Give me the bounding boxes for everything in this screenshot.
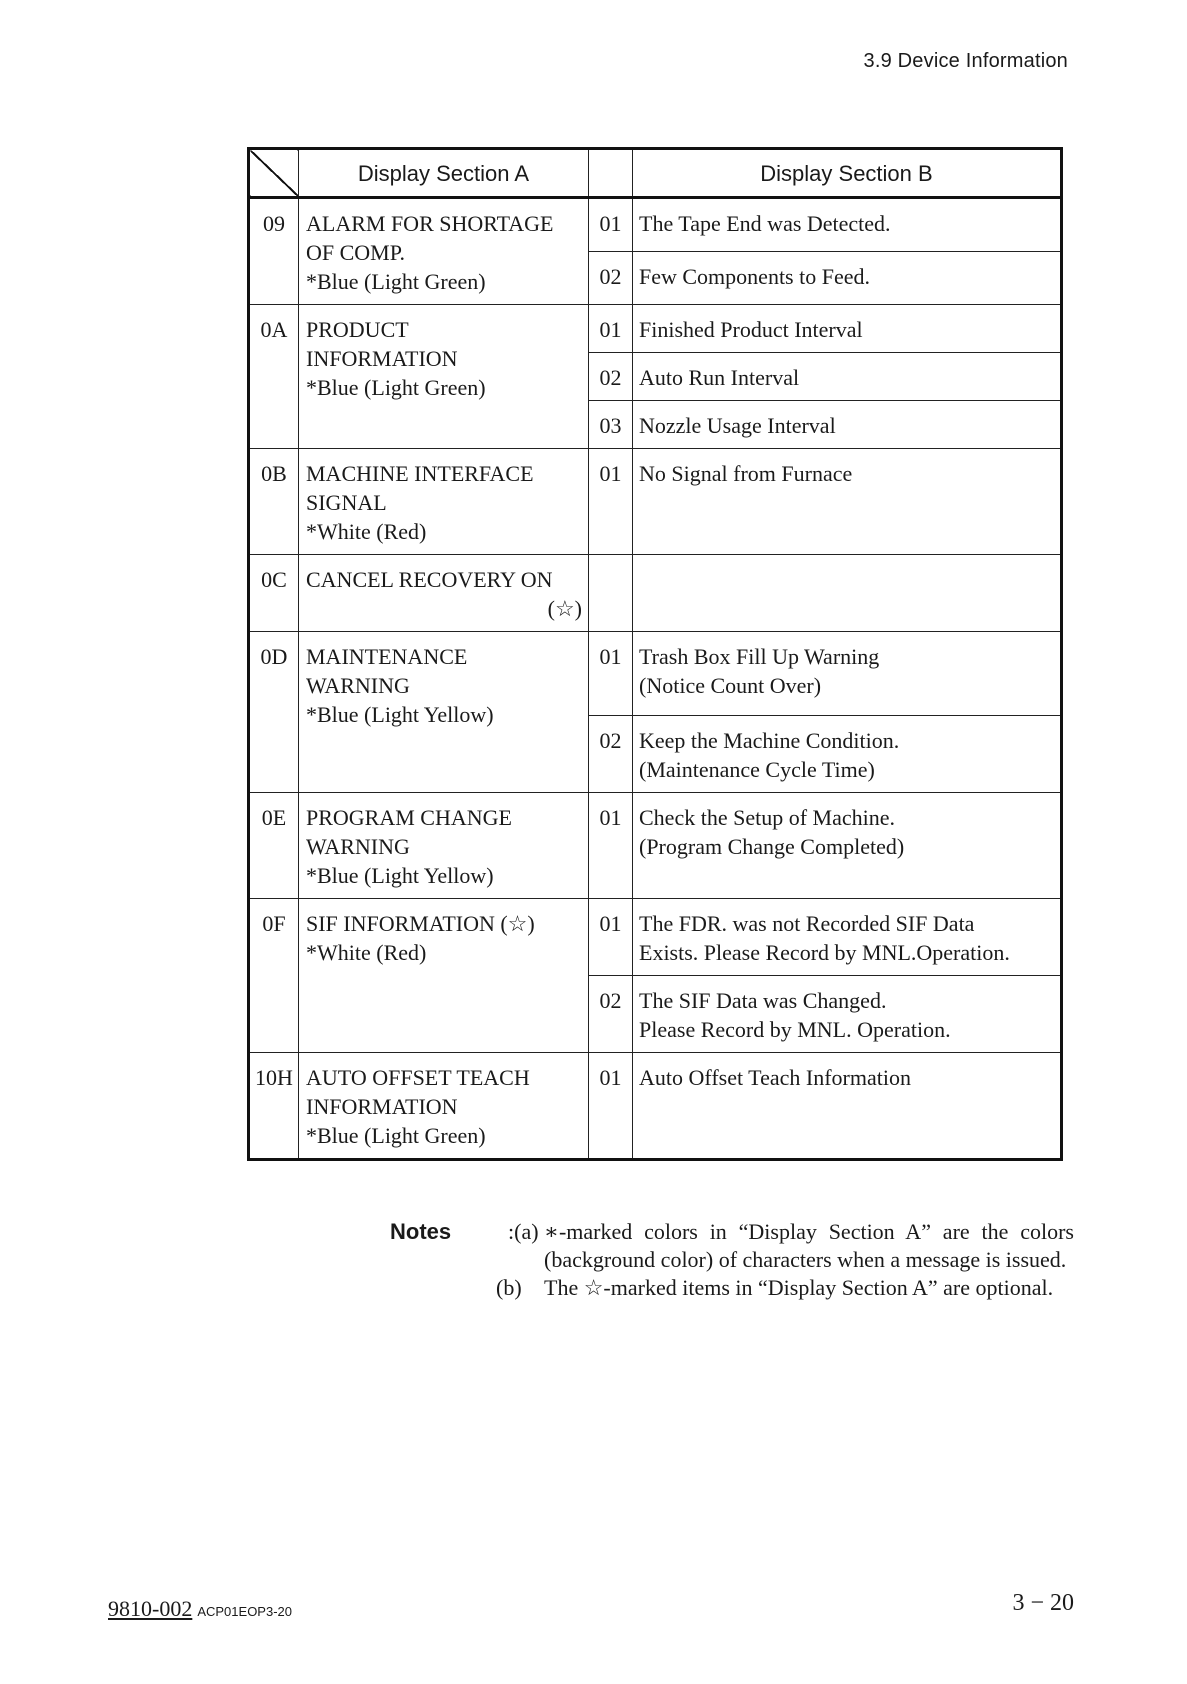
table-row — [249, 555, 1062, 632]
description-line: *White (Red) — [306, 940, 427, 965]
row-description — [299, 198, 589, 305]
col-sub-header — [589, 149, 633, 198]
table-row — [249, 1053, 1062, 1160]
message-number: 01 — [589, 632, 633, 716]
notes-label-wrap — [390, 1218, 508, 1274]
col-b-header: Display Section B — [633, 149, 1062, 198]
description-line: *White (Red) — [306, 519, 427, 544]
message-text — [633, 632, 1062, 716]
notes-block — [390, 1218, 1074, 1302]
row-description — [299, 555, 589, 632]
description-line: *Blue (Light Green) — [306, 269, 486, 294]
message-text — [633, 899, 1062, 976]
row-description — [299, 449, 589, 555]
message-line: Nozzle Usage Interval — [639, 413, 836, 438]
message-number: 02 — [589, 716, 633, 793]
message-line: Auto Run Interval — [639, 365, 800, 390]
row-code: 0A — [249, 305, 299, 449]
note-a — [390, 1218, 1074, 1274]
description-line: *Blue (Light Green) — [306, 1123, 486, 1148]
row-description — [299, 632, 589, 793]
description-line: WARNING — [306, 834, 410, 859]
description-line: PRODUCT — [306, 317, 409, 342]
description-line: CANCEL RECOVERY ON — [306, 567, 553, 592]
message-text — [633, 353, 1062, 401]
table-row — [249, 632, 1062, 716]
message-text — [633, 449, 1062, 555]
row-description — [299, 1053, 589, 1160]
message-number: 01 — [589, 198, 633, 252]
message-text — [633, 401, 1062, 449]
description-line: MACHINE INTERFACE — [306, 461, 534, 486]
description-line: INFORMATION — [306, 346, 458, 371]
table-row — [249, 198, 1062, 252]
message-number: 01 — [589, 793, 633, 899]
message-line: The SIF Data was Changed. — [639, 988, 887, 1013]
message-number: 01 — [589, 449, 633, 555]
message-number: 02 — [589, 252, 633, 305]
table-row — [249, 899, 1062, 976]
table-row — [249, 305, 1062, 353]
message-line: Auto Offset Teach Information — [639, 1065, 911, 1090]
message-number: 01 — [589, 899, 633, 976]
corner-cell — [249, 149, 299, 198]
description-line: ALARM FOR SHORTAGE — [306, 211, 554, 236]
row-code: 0E — [249, 793, 299, 899]
description-line: AUTO OFFSET TEACH — [306, 1065, 530, 1090]
table-body — [249, 198, 1062, 1160]
message-text — [633, 252, 1062, 305]
col-a-header: Display Section A — [299, 149, 589, 198]
message-line: Trash Box Fill Up Warning — [639, 644, 880, 669]
description-line: PROGRAM CHANGE — [306, 805, 512, 830]
message-text — [633, 305, 1062, 353]
description-line: *Blue (Light Yellow) — [306, 702, 494, 727]
note-b — [390, 1274, 1074, 1302]
row-code: 09 — [249, 198, 299, 305]
message-line: Few Components to Feed. — [639, 264, 870, 290]
message-line: The FDR. was not Recorded SIF Data — [639, 911, 975, 936]
doc-code: ACP01EOP3-20 — [197, 1604, 292, 1619]
message-text — [633, 976, 1062, 1053]
message-line: (Maintenance Cycle Time) — [639, 757, 875, 782]
description-line: *Blue (Light Green) — [306, 375, 486, 400]
notes-label: Notes — [390, 1219, 452, 1244]
message-line: Please Record by MNL. Operation. — [639, 1017, 951, 1042]
row-code: 0B — [249, 449, 299, 555]
description-line: INFORMATION — [306, 1094, 458, 1119]
message-line: (Notice Count Over) — [639, 673, 822, 698]
row-code: 0F — [249, 899, 299, 1053]
message-text — [633, 198, 1062, 252]
section-header: 3.9 Device Information — [863, 50, 1068, 72]
message-number — [589, 555, 633, 632]
description-line: SIF INFORMATION (☆) — [306, 911, 535, 936]
note-b-label: (b) — [496, 1275, 522, 1300]
row-code: 0C — [249, 555, 299, 632]
footer-doc — [108, 1596, 292, 1622]
message-number: 01 — [589, 1053, 633, 1160]
row-code: 0D — [249, 632, 299, 793]
row-description — [299, 899, 589, 1053]
description-line: MAINTENANCE — [306, 644, 468, 669]
note-a-text: ∗-marked colors in “Display Section A” are the colors (background color) of characters when a message is issued. — [544, 1219, 1074, 1272]
message-line: (Program Change Completed) — [639, 834, 905, 859]
table-row — [249, 793, 1062, 899]
message-text — [633, 793, 1062, 899]
description-line: SIGNAL — [306, 490, 387, 515]
message-number: 03 — [589, 401, 633, 449]
row-code: 10H — [249, 1053, 299, 1160]
message-line: The Tape End was Detected. — [639, 211, 891, 236]
description-line: WARNING — [306, 673, 410, 698]
message-number: 02 — [589, 976, 633, 1053]
message-text — [633, 716, 1062, 793]
message-text — [633, 1053, 1062, 1160]
row-description — [299, 793, 589, 899]
row-description — [299, 305, 589, 449]
message-line: Exists. Please Record by MNL.Operation. — [639, 940, 1010, 965]
table-header-row — [249, 149, 1062, 198]
message-line: No Signal from Furnace — [639, 461, 853, 486]
message-number: 01 — [589, 305, 633, 353]
optional-star: (☆) — [547, 596, 582, 621]
page-number: 3 − 20 — [1012, 1590, 1074, 1616]
table-row — [249, 449, 1062, 555]
message-number: 02 — [589, 353, 633, 401]
device-info-table — [247, 147, 1063, 1161]
description-line: OF COMP. — [306, 240, 406, 265]
doc-number: 9810-002 — [108, 1596, 193, 1621]
message-line: Keep the Machine Condition. — [639, 728, 900, 753]
description-line: *Blue (Light Yellow) — [306, 863, 494, 888]
message-text — [633, 555, 1062, 632]
message-line: Check the Setup of Machine. — [639, 805, 895, 830]
note-a-label: :(a) — [508, 1219, 539, 1244]
message-line: Finished Product Interval — [639, 317, 863, 342]
note-b-text: The ☆-marked items in “Display Section A” are optional. — [544, 1275, 1054, 1300]
